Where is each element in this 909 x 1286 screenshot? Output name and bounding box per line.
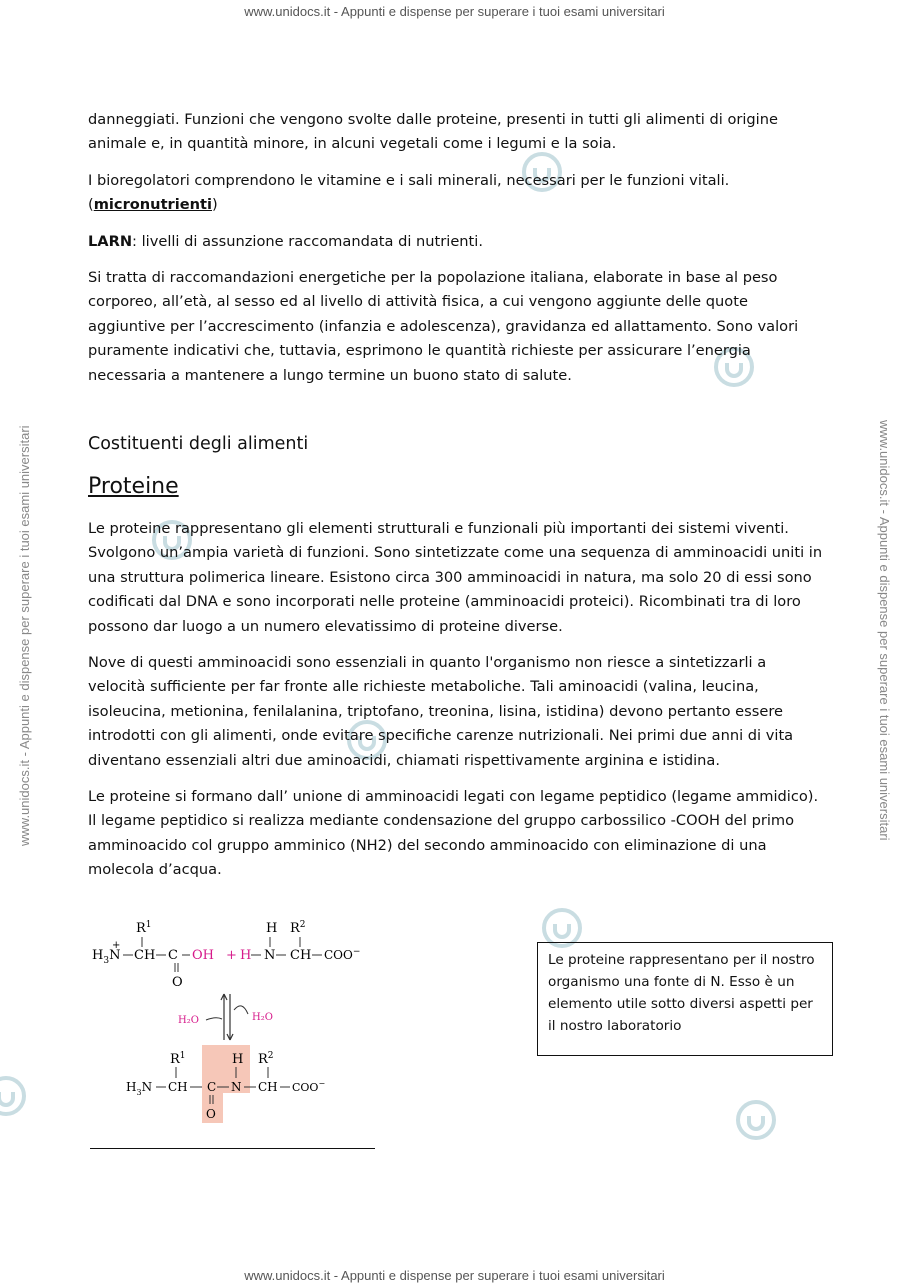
proteins-paragraph-3: Le proteine si formano dall’ unione di amminoacidi legati con legame peptidico (legame ammidico). Il legame peptidico si realizza mediante condensazione del gruppo carbossilico -COOH del primo amminoacido col gruppo amminico (NH2) del secondo amminoacido con eliminazione di una molecola d’acqua.: [88, 788, 819, 879]
proteins-paragraph-2: Nove di questi amminoacidi sono essenziali in quanto l'organismo non riesce a sintetizzarli a velocità sufficiente per far fronte alle richieste metaboliche. Tali aminoacidi (valina, leucina, isoleucina, metionina, fenilalanina, triptofano, treonina, lisina, istidina) devono pertanto essere introdotti con gli alimenti, onde evitare specifiche carenze nutrizionali. Nei primi due anni di vita diventano essenziali altri due aminoacidi, chiamati rispettivamente arginina e istidina.: [88, 654, 794, 769]
product-carbon-label: C: [207, 1080, 217, 1094]
product-ch-label-2: CH: [258, 1080, 278, 1094]
n-plus-charge: +: [112, 940, 121, 951]
water-left-label: H₂O: [178, 1015, 199, 1026]
bioregulators-text: I bioregolatori comprendono le vitamine e i sali minerali, necessari per le funzioni vitali. (: [88, 171, 730, 214]
right-side-watermark: www.unidocs.it - Appunti e dispense per superare i tuoi esami universitari: [877, 420, 892, 841]
footnote-separator: [90, 1148, 375, 1149]
peptide-bond-diagram: [86, 910, 376, 1135]
left-side-watermark: www.unidocs.it - Appunti e dispense per superare i tuoi esami universitari: [17, 425, 32, 846]
bioregulators-close: ): [212, 196, 218, 214]
product-h3n-label: $H_3N$: [126, 1080, 153, 1097]
product-r2-label: $R^2$: [258, 1051, 274, 1067]
proteins-section: [88, 517, 828, 895]
micronutrients-term: micronutrienti: [93, 196, 213, 214]
amine-hydrogen-label: H: [240, 948, 252, 963]
bioregulators-paragraph: [88, 169, 828, 218]
larn-term: LARN: [88, 232, 133, 250]
intro-paragraph: danneggiati. Funzioni che vengono svolte dalle proteine, presenti in tutti gli alimenti di origine animale e, in quantità minore, in alcuni vegetali come i legumi e la soia.: [88, 111, 778, 153]
watermark-logo-icon: [734, 1098, 778, 1142]
ch-label-2: CH: [290, 948, 312, 963]
product-oxygen-label: O: [206, 1107, 216, 1121]
proteins-paragraph-1: Le proteine rappresentano gli elementi strutturali e funzionali più importanti dei sistemi viventi. Svolgono un’ampia varietà di funzioni. Sono sintetizzate come una sequenza di amminoacidi uniti in una struttura polimerica lineare. Esistono circa 300 amminoacidi in natura, ma solo 20 di essi sono codificati dal DNA e sono incorporati nelle proteine (amminoacidi proteici). Ricombinati tra di loro possono dar luogo a un numero elevatissimo di proteine diverse.: [88, 520, 823, 635]
amine-nitrogen-label: N: [264, 948, 276, 963]
amine-top-hydrogen-label: H: [266, 921, 278, 936]
watermark-logo-icon: [0, 1074, 28, 1118]
top-watermark-text: www.unidocs.it - Appunti e dispense per superare i tuoi esami universitari: [244, 4, 665, 19]
larn-paragraph: [88, 230, 828, 254]
product-hydrogen-label: H: [232, 1052, 244, 1067]
bottom-watermark-text: www.unidocs.it - Appunti e dispense per superare i tuoi esami universitari: [244, 1268, 665, 1283]
caption-text: Le proteine rappresentano per il nostro organismo una fonte di N. Esso è un elemento utile sotto diversi aspetti per il nostro laboratorio: [548, 952, 815, 1034]
r2-label: $R^2$: [290, 920, 306, 936]
larn-definition: : livelli di assunzione raccomandata di nutrienti.: [132, 232, 483, 250]
plus-sign: +: [226, 948, 237, 963]
h3n-label: $H_3N$: [92, 948, 121, 966]
recommendations-paragraph: Si tratta di raccomandazioni energetiche per la popolazione italiana, elaborate in base al peso corporeo, all’età, al sesso ed al livello di attività fisica, a cui vengono aggiunte delle quote aggiuntive per l’accrescimento (infanzia e adolescenza), gravidanza ed allattamento. Sono valori puramente indicativi che, tuttavia, esprimono le quantità richieste per assicurare l’energia necessaria a mantenere a lungo termine un buono stato di salute.: [88, 269, 799, 384]
hydroxyl-label: OH: [192, 948, 214, 963]
product-nitrogen-label: N: [231, 1080, 242, 1094]
top-watermark-bar: [0, 4, 909, 19]
section-title: Costituenti degli alimenti: [88, 434, 309, 454]
carbonyl-carbon-label: C: [168, 948, 178, 963]
bottom-watermark-bar: [0, 1268, 909, 1283]
r1-label: $R^1$: [136, 920, 152, 936]
carboxylate-label: COO−: [324, 947, 361, 962]
product-ch-label: CH: [168, 1080, 188, 1094]
product-carboxylate-label: COO−: [292, 1079, 326, 1094]
product-r1-label: $R^1$: [170, 1051, 186, 1067]
ch-label: CH: [134, 948, 156, 963]
water-right-label: H₂O: [252, 1012, 273, 1023]
intro-section: [88, 108, 828, 400]
subsection-title: Proteine: [88, 474, 179, 499]
carbonyl-oxygen-label: O: [172, 975, 183, 990]
caption-box: [537, 942, 833, 1056]
